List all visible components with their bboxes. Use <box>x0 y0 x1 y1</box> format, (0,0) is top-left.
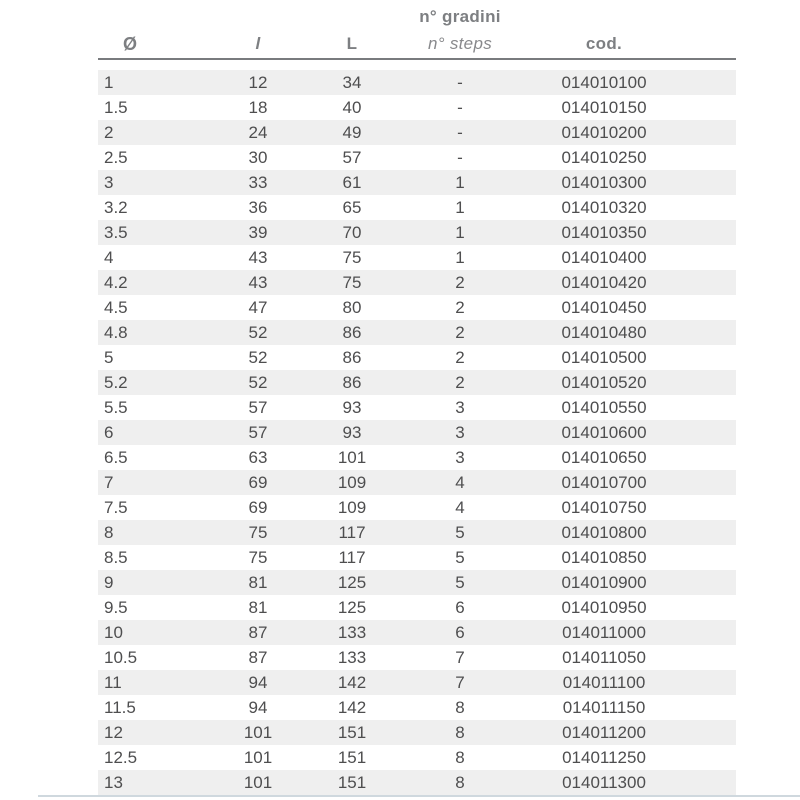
cell-steps: 2 <box>455 322 465 342</box>
cell-steps: 2 <box>455 297 465 317</box>
cell-code: 014010450 <box>561 297 647 317</box>
cell-length-small: 69 <box>248 472 268 492</box>
cell-code: 014010400 <box>561 247 647 267</box>
cell-length-small: 47 <box>248 297 268 317</box>
cell-diameter: 12.5 <box>104 747 138 767</box>
table-row <box>98 320 736 345</box>
cell-length-small: 101 <box>243 772 273 792</box>
cell-steps: 5 <box>455 572 465 592</box>
cell-length-big: 61 <box>342 172 362 192</box>
cell-diameter: 3 <box>104 172 114 192</box>
cell-length-big: 151 <box>337 747 367 767</box>
table-row <box>98 395 736 420</box>
cell-length-big: 151 <box>337 772 367 792</box>
cell-length-big: 93 <box>342 397 362 417</box>
cell-length-big: 133 <box>337 647 367 667</box>
table-row <box>98 295 736 320</box>
cell-length-big: 86 <box>342 347 362 367</box>
cell-diameter: 3.5 <box>104 222 128 242</box>
cell-diameter: 5.5 <box>104 397 128 417</box>
cell-length-small: 43 <box>248 272 268 292</box>
cell-diameter: 4.5 <box>104 297 128 317</box>
cell-length-big: 133 <box>337 622 367 642</box>
cell-length-big: 86 <box>342 372 362 392</box>
cell-length-small: 57 <box>248 422 268 442</box>
cell-length-big: 80 <box>342 297 362 317</box>
cell-diameter: 2 <box>104 122 114 142</box>
cell-length-small: 52 <box>248 372 268 392</box>
cell-length-big: 70 <box>342 222 362 242</box>
cell-length-small: 87 <box>248 647 268 667</box>
cell-length-small: 18 <box>248 97 268 117</box>
cell-diameter: 5.2 <box>104 372 128 392</box>
cell-length-big: 65 <box>342 197 362 217</box>
cell-code: 014010550 <box>561 397 647 417</box>
cell-length-big: 34 <box>342 72 362 92</box>
cell-length-big: 117 <box>338 547 366 567</box>
cell-code: 014011300 <box>562 772 646 792</box>
cell-diameter: 3.2 <box>104 197 128 217</box>
cell-steps: 7 <box>455 647 465 667</box>
header-length-small: l <box>255 34 261 53</box>
cell-length-big: 151 <box>337 722 367 742</box>
cell-diameter: 4.2 <box>104 272 128 292</box>
cell-code: 014011150 <box>562 697 646 717</box>
table-row <box>98 195 736 220</box>
cell-steps: 3 <box>455 422 465 442</box>
table-row <box>98 220 736 245</box>
table-row <box>98 645 736 670</box>
cell-steps: 4 <box>455 472 465 492</box>
cell-code: 014011050 <box>562 647 646 667</box>
cell-code: 014010150 <box>561 97 647 117</box>
cell-steps: 6 <box>455 622 465 642</box>
cell-length-big: 40 <box>342 97 362 117</box>
table-row <box>98 495 736 520</box>
specs-table <box>98 0 736 795</box>
cell-code: 014011250 <box>562 747 646 767</box>
cell-length-small: 30 <box>248 147 268 167</box>
cell-diameter: 7 <box>104 472 114 492</box>
table-row <box>98 545 736 570</box>
cell-diameter: 10.5 <box>104 647 138 667</box>
cell-steps: 1 <box>455 247 465 267</box>
table-row <box>98 570 736 595</box>
cell-steps: 1 <box>455 222 465 242</box>
cell-length-big: 86 <box>342 322 362 342</box>
cell-code: 014010350 <box>561 222 647 242</box>
cell-steps: - <box>457 147 463 167</box>
cell-length-small: 43 <box>248 247 268 267</box>
cell-diameter: 4 <box>104 247 114 267</box>
table-row <box>98 445 736 470</box>
cell-steps: 1 <box>455 197 465 217</box>
cell-diameter: 8.5 <box>104 547 128 567</box>
cell-diameter: 8 <box>104 522 114 542</box>
cell-length-small: 24 <box>248 122 268 142</box>
cell-code: 014010650 <box>561 447 647 467</box>
cell-code: 014010480 <box>561 322 647 342</box>
table-row <box>98 620 736 645</box>
table-row <box>98 520 736 545</box>
cell-length-big: 125 <box>337 572 367 592</box>
header-steps-english: n° steps <box>427 34 492 53</box>
table-row <box>98 370 736 395</box>
header-code: cod. <box>585 34 623 53</box>
cell-diameter: 4.8 <box>104 322 128 342</box>
cell-code: 014010800 <box>561 522 647 542</box>
table-row <box>98 695 736 720</box>
cell-code: 014010950 <box>561 597 647 617</box>
cell-length-big: 109 <box>337 497 367 517</box>
cell-length-small: 33 <box>248 172 268 192</box>
cell-diameter: 10 <box>104 622 123 642</box>
cell-length-small: 81 <box>248 572 268 592</box>
cell-code: 014010600 <box>561 422 647 442</box>
cell-length-big: 93 <box>342 422 362 442</box>
cell-length-small: 101 <box>243 747 273 767</box>
cell-length-small: 81 <box>248 597 268 617</box>
cell-steps: 5 <box>455 547 465 567</box>
table-row <box>98 345 736 370</box>
cell-diameter: 9.5 <box>104 597 128 617</box>
table-header-row-top <box>98 0 736 32</box>
cell-steps: 4 <box>455 497 465 517</box>
cell-steps: 3 <box>455 447 465 467</box>
page-bottom-rule <box>38 795 800 797</box>
cell-steps: - <box>457 122 463 142</box>
table-row <box>98 420 736 445</box>
cell-length-small: 36 <box>248 197 268 217</box>
cell-code: 014010300 <box>561 172 647 192</box>
cell-length-small: 75 <box>248 547 268 567</box>
cell-length-big: 75 <box>342 247 362 267</box>
cell-steps: 5 <box>455 522 465 542</box>
table-body-spacer <box>98 60 736 70</box>
table-header-row <box>98 32 736 56</box>
cell-diameter: 6.5 <box>104 447 128 467</box>
cell-code: 014010750 <box>561 497 647 517</box>
cell-length-big: 101 <box>337 447 367 467</box>
cell-length-big: 75 <box>342 272 362 292</box>
cell-code: 014010700 <box>561 472 647 492</box>
cell-diameter: 1 <box>104 72 114 92</box>
cell-length-big: 142 <box>337 672 367 692</box>
table-row <box>98 95 736 120</box>
table-row <box>98 720 736 745</box>
cell-diameter: 9 <box>104 572 114 592</box>
cell-code: 014010500 <box>561 347 647 367</box>
cell-steps: 8 <box>455 697 465 717</box>
cell-length-small: 101 <box>243 722 273 742</box>
table-row <box>98 145 736 170</box>
cell-length-small: 39 <box>248 222 268 242</box>
cell-steps: 2 <box>455 272 465 292</box>
cell-steps: 1 <box>455 172 465 192</box>
cell-diameter: 5 <box>104 347 114 367</box>
table-row <box>98 670 736 695</box>
cell-length-big: 57 <box>342 147 362 167</box>
cell-length-small: 57 <box>248 397 268 417</box>
cell-diameter: 13 <box>104 772 123 792</box>
cell-length-big: 142 <box>337 697 367 717</box>
table-row <box>98 745 736 770</box>
cell-diameter: 12 <box>104 722 123 742</box>
cell-code: 014011100 <box>562 672 646 692</box>
cell-code: 014010250 <box>561 147 647 167</box>
cell-length-small: 94 <box>248 697 268 717</box>
cell-length-small: 12 <box>248 72 268 92</box>
cell-steps: 3 <box>455 397 465 417</box>
cell-diameter: 11 <box>104 672 122 692</box>
cell-code: 014010420 <box>561 272 647 292</box>
table-row <box>98 770 736 795</box>
cell-diameter: 1.5 <box>104 97 128 117</box>
header-steps-italian: n° gradini <box>419 7 501 26</box>
cell-steps: 8 <box>455 772 465 792</box>
cell-code: 014011200 <box>562 722 646 742</box>
table-row <box>98 245 736 270</box>
cell-steps: 2 <box>455 347 465 367</box>
table-row <box>98 120 736 145</box>
cell-code: 014010200 <box>561 122 647 142</box>
cell-steps: 8 <box>455 747 465 767</box>
cell-diameter: 2.5 <box>104 147 128 167</box>
cell-length-big: 117 <box>338 522 366 542</box>
cell-length-small: 75 <box>248 522 268 542</box>
header-length-big: L <box>346 34 358 53</box>
cell-length-big: 109 <box>337 472 367 492</box>
table-body <box>98 70 736 795</box>
cell-steps: 8 <box>455 722 465 742</box>
cell-code: 014010850 <box>561 547 647 567</box>
cell-steps: - <box>457 72 463 92</box>
header-diameter: Ø <box>123 33 138 54</box>
cell-steps: 7 <box>455 672 465 692</box>
cell-code: 014010520 <box>561 372 647 392</box>
cell-length-big: 125 <box>337 597 367 617</box>
table-row <box>98 470 736 495</box>
table-row <box>98 70 736 95</box>
table-row <box>98 170 736 195</box>
cell-length-small: 87 <box>248 622 268 642</box>
cell-length-small: 69 <box>248 497 268 517</box>
cell-length-small: 63 <box>248 447 268 467</box>
cell-length-small: 52 <box>248 322 268 342</box>
cell-code: 014011000 <box>562 622 646 642</box>
cell-code: 014010900 <box>561 572 647 592</box>
cell-steps: 2 <box>455 372 465 392</box>
cell-steps: - <box>457 97 463 117</box>
cell-diameter: 11.5 <box>104 697 136 717</box>
cell-code: 014010100 <box>561 72 647 92</box>
cell-length-small: 94 <box>248 672 268 692</box>
cell-diameter: 7.5 <box>104 497 128 517</box>
cell-steps: 6 <box>455 597 465 617</box>
cell-length-small: 52 <box>248 347 268 367</box>
cell-length-big: 49 <box>342 122 362 142</box>
table-row <box>98 270 736 295</box>
table-row <box>98 595 736 620</box>
cell-diameter: 6 <box>104 422 114 442</box>
cell-code: 014010320 <box>561 197 647 217</box>
